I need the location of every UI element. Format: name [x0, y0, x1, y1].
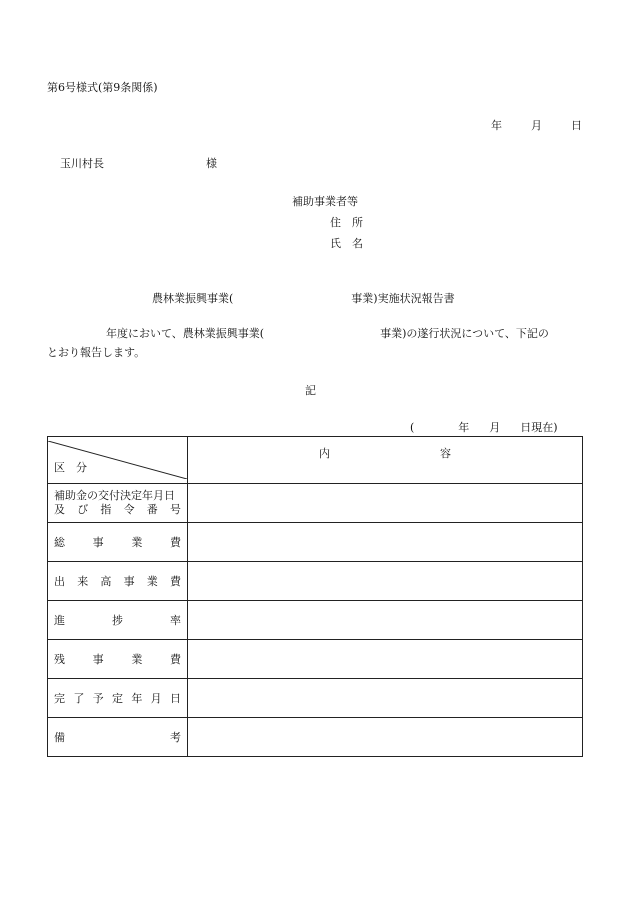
content-cell-progress-rate[interactable]: [188, 601, 583, 640]
label-char: 備: [54, 731, 65, 744]
as-of-date: [410, 421, 558, 435]
date-month-label: 月: [531, 119, 542, 132]
date-line: [491, 119, 582, 133]
table-row: [48, 562, 583, 601]
content-cell-remaining-cost[interactable]: [188, 640, 583, 679]
content-cell-remarks[interactable]: [188, 718, 583, 757]
row-label-progress-rate: [48, 601, 188, 640]
body-line-2: とおり報告します。: [47, 346, 146, 359]
report-table: [47, 436, 583, 757]
table-header-row: [48, 437, 583, 484]
label-char: 指: [100, 503, 112, 516]
label-char: 率: [170, 614, 181, 627]
content-cell-total-cost[interactable]: [188, 523, 583, 562]
title-suffix: 事業)実施状況報告書: [351, 292, 455, 305]
date-day-label: 日: [571, 119, 582, 132]
applicant-address-label: 住 所: [330, 216, 363, 229]
label-char: 総: [54, 536, 65, 549]
label-char: 予: [92, 692, 104, 705]
header-content-a: 内: [319, 447, 330, 460]
form-number: 第6号様式(第9条関係): [47, 81, 158, 94]
label-char: 来: [77, 575, 89, 588]
as-of-year: 年: [458, 421, 470, 434]
label-char: 費: [169, 575, 181, 588]
header-kubun-cell: [48, 437, 188, 484]
label-char: 定: [111, 692, 123, 705]
label-char: 完: [54, 692, 65, 705]
label-char: 了: [73, 692, 85, 705]
as-of-month: 月: [489, 421, 501, 434]
label-char: 考: [170, 731, 181, 744]
label-char: 捗: [112, 614, 123, 627]
addressee-honorific: 様: [206, 157, 217, 170]
label-char: 業: [131, 536, 143, 549]
row-label-grant-decision: [48, 484, 188, 523]
as-of-day: 日現在): [520, 421, 558, 434]
table-row: [48, 640, 583, 679]
label-char: 高: [100, 575, 112, 588]
label-char: 進: [54, 614, 65, 627]
row-label-remaining-cost: [48, 640, 188, 679]
row-label-completion-date: [48, 679, 188, 718]
label-char: 事: [92, 536, 104, 549]
row-label-line1: 補助金の交付決定年月日: [54, 489, 175, 502]
document-title: [152, 292, 455, 306]
content-cell-completed-cost[interactable]: [188, 562, 583, 601]
as-of-open: (: [410, 421, 415, 434]
content-cell-grant-decision[interactable]: [188, 484, 583, 523]
row-label-total-cost: [48, 523, 188, 562]
date-year-label: 年: [491, 119, 502, 132]
label-char: 事: [92, 653, 104, 666]
header-kubun: 区 分: [54, 461, 87, 474]
table-row: [48, 679, 583, 718]
table-row: [48, 484, 583, 523]
row-label-completed-cost: [48, 562, 188, 601]
header-content-cell: [188, 437, 583, 484]
content-cell-completion-date[interactable]: [188, 679, 583, 718]
addressee: [60, 157, 217, 171]
title-prefix: 農林業振興事業(: [152, 292, 234, 305]
label-char: 事: [123, 575, 135, 588]
label-char: 号: [169, 503, 181, 516]
label-char: 業: [146, 575, 158, 588]
applicant-label: 補助事業者等: [292, 195, 358, 208]
ki-heading: 記: [305, 384, 316, 397]
row-label-remarks: [48, 718, 188, 757]
table-row: [48, 523, 583, 562]
label-char: 及: [54, 503, 65, 516]
label-char: 残: [54, 653, 65, 666]
addressee-name: 玉川村長: [60, 157, 104, 170]
body-line1-suffix: 事業)の遂行状況について、下記の: [380, 327, 549, 340]
label-char: び: [77, 503, 89, 516]
label-char: 年: [131, 692, 143, 705]
header-content-b: 容: [440, 447, 451, 460]
row-label-line2: [54, 503, 181, 517]
label-char: 令: [123, 503, 135, 516]
label-char: 月: [150, 692, 162, 705]
body-line-1: [106, 327, 549, 341]
label-char: 費: [169, 536, 181, 549]
applicant-name-label: 氏 名: [330, 237, 363, 250]
table-row: [48, 718, 583, 757]
label-char: 業: [131, 653, 143, 666]
label-char: 日: [169, 692, 181, 705]
table-row: [48, 601, 583, 640]
label-char: 出: [54, 575, 65, 588]
label-char: 費: [169, 653, 181, 666]
body-line1-prefix: 年度において、農林業振興事業(: [106, 327, 265, 340]
label-char: 番: [146, 503, 158, 516]
